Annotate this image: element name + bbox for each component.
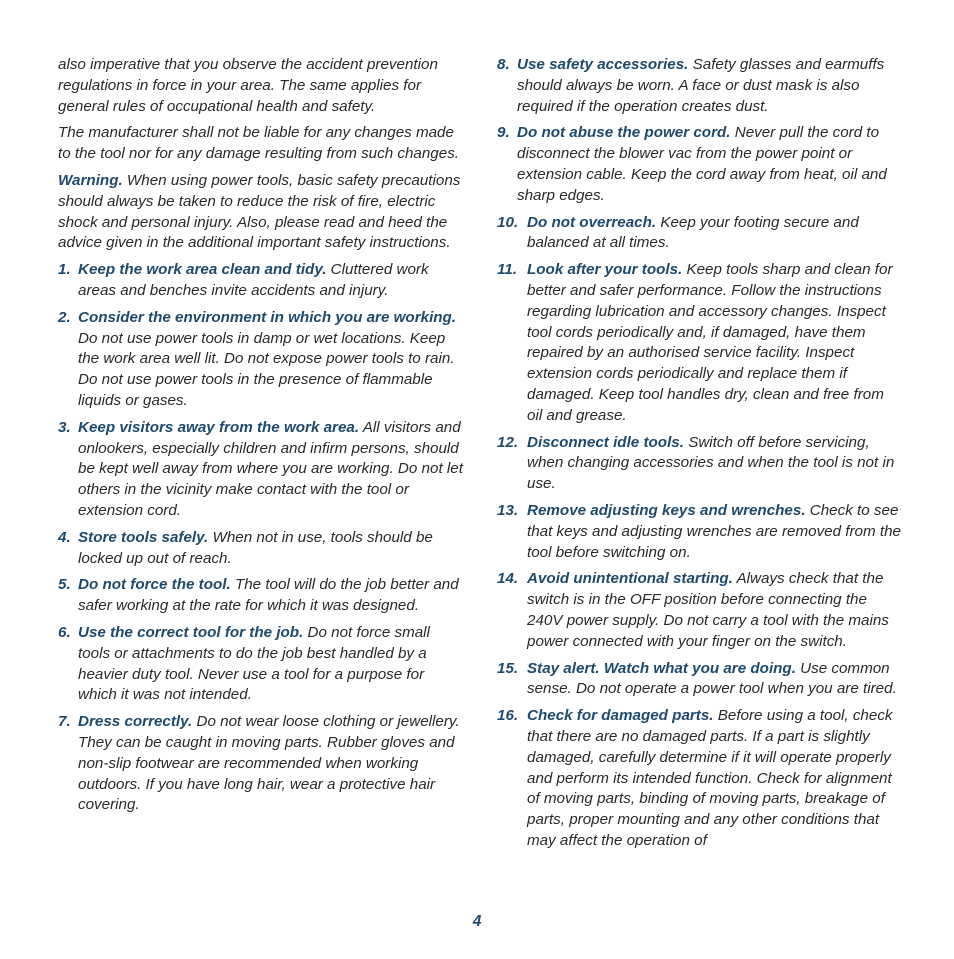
item-text: Use common sense. Do not operate a power tool when you are tired. [527, 659, 897, 698]
item-title: Dress correctly. [78, 713, 193, 731]
item-text: Do not force small tools or attachments to do the job best handled by a heavier duty tool. Never use a tool for a purpose for which it was not intended. [78, 623, 430, 704]
item-number: 11. [497, 261, 517, 279]
safety-item-8 [497, 55, 902, 117]
item-title: Use safety accessories. [517, 56, 689, 73]
safety-item-1 [58, 260, 463, 302]
right-column [497, 55, 902, 858]
item-number: 12. [497, 433, 519, 451]
item-number: 6. [58, 623, 71, 641]
safety-item-4 [58, 528, 463, 570]
safety-item-3 [58, 418, 463, 522]
item-number: 3. [58, 418, 71, 436]
item-title: Look after your tools. [527, 261, 683, 279]
item-title: Do not abuse the power cord. [517, 124, 731, 142]
item-text: Do not use power tools in damp or wet locations. Keep the work area well lit. Do not expose power tools to rain. Do not use power tools in the presence of flammable liquids or gases. [78, 329, 455, 409]
item-title: Consider the environment in which you are working. [78, 308, 457, 326]
left-column [58, 55, 463, 822]
safety-item-13 [497, 501, 902, 563]
item-number: 7. [58, 713, 71, 731]
item-title: Check for damaged parts. [527, 707, 714, 725]
safety-item-11 [497, 260, 902, 426]
item-text: Keep your footing secure and balanced at all times. [527, 213, 859, 252]
item-text: Before using a tool, check that there are no damaged parts. If a part is slightly damaged, carefully determine if it will operate properly and perform its intended function. Check for alignment of moving parts, binding of moving parts, breakage of parts, proper mounting and any other conditions that may affect the operation of [527, 707, 893, 849]
warning-paragraph [58, 171, 463, 254]
item-text: When not in use, tools should be locked up out of reach. [78, 528, 433, 567]
safety-item-16 [497, 706, 902, 852]
item-text: Always check that the switch is in the OFF position before connecting the 240V power supply. Do not carry a tool with the mains power connected with your finger on the switch. [527, 570, 889, 650]
safety-item-6 [58, 623, 463, 706]
safety-item-15 [497, 659, 902, 701]
item-number: 4. [58, 528, 71, 546]
item-number: 8. [497, 56, 510, 73]
item-title: Remove adjusting keys and wrenches. [527, 501, 806, 519]
warning-label: Warning. [58, 171, 123, 189]
item-text: The tool will do the job better and safer working at the rate for which it was designed. [78, 576, 459, 615]
item-text: Safety glasses and earmuffs should always be worn. A face or dust mask is also required if the operation creates dust. [517, 56, 885, 115]
safety-item-7 [58, 712, 463, 816]
safety-item-9 [497, 123, 902, 206]
item-title: Avoid unintentional starting. [527, 570, 733, 588]
item-text: Never pull the cord to disconnect the blower vac from the power point or extension cable. Keep the cord away from heat, oil and sharp edges. [517, 124, 887, 204]
item-title: Do not overreach. [527, 213, 657, 231]
item-text: Do not wear loose clothing or jewellery. They can be caught in moving parts. Rubber gloves and non-slip footwear are recommended when working outdoors. If you have long hair, wear a protective hair covering. [78, 713, 460, 814]
safety-item-12 [497, 433, 902, 495]
item-number: 14. [497, 570, 519, 588]
item-text: All visitors and onlookers, especially children and infirm persons, should be kept well away from where you are working. Do not let others in the vicinity make contact with the tool or extension cord. [78, 418, 463, 519]
item-title: Stay alert. Watch what you are doing. [527, 659, 796, 677]
item-title: Keep visitors away from the work area. [78, 418, 360, 436]
page-number: 4 [472, 913, 482, 930]
safety-item-5 [58, 575, 463, 617]
item-number: 9. [497, 124, 510, 142]
intro-paragraph-2: The manufacturer shall not be liable for any changes made to the tool nor for any damage resulting from such changes. [58, 124, 460, 163]
item-number: 10. [497, 213, 519, 231]
item-title: Disconnect idle tools. [527, 433, 684, 451]
safety-item-14 [497, 569, 902, 652]
item-number: 5. [58, 576, 71, 594]
item-number: 15. [497, 659, 519, 677]
item-text: Check to see that keys and adjusting wrenches are removed from the tool before switching on. [527, 501, 901, 561]
item-number: 1. [58, 261, 71, 279]
item-number: 2. [58, 308, 71, 326]
safety-item-10 [497, 213, 902, 255]
item-text: Switch off before servicing, when changing accessories and when the tool is not in use. [527, 433, 895, 493]
warning-text: When using power tools, basic safety precautions should always be taken to reduce the risk of fire, electric shock and personal injury. Also, please read and heed the advice given in the additional important safety instructions. [58, 171, 461, 252]
item-title: Store tools safely. [78, 528, 209, 546]
safety-item-2 [58, 308, 463, 412]
intro-paragraph-1: also imperative that you observe the accident prevention regulations in force in your area. The same applies for general rules of occupational health and safety. [58, 56, 438, 115]
item-number: 16. [497, 707, 519, 725]
item-number: 13. [497, 501, 519, 519]
item-text: Keep tools sharp and clean for better and safer performance. Follow the instructions regarding lubrication and accessory changes. Inspect tool cords periodically and, if damaged, have them repaired by an authorised service facility. Inspect extension cords periodically and replace them if damaged. Keep tool handles dry, clean and free from oil and grease. [527, 261, 893, 424]
item-text: Cluttered work areas and benches invite accidents and injury. [78, 261, 429, 299]
item-title: Keep the work area clean and tidy. [78, 261, 327, 279]
item-title: Use the correct tool for the job. [78, 623, 304, 641]
item-title: Do not force the tool. [78, 576, 231, 594]
